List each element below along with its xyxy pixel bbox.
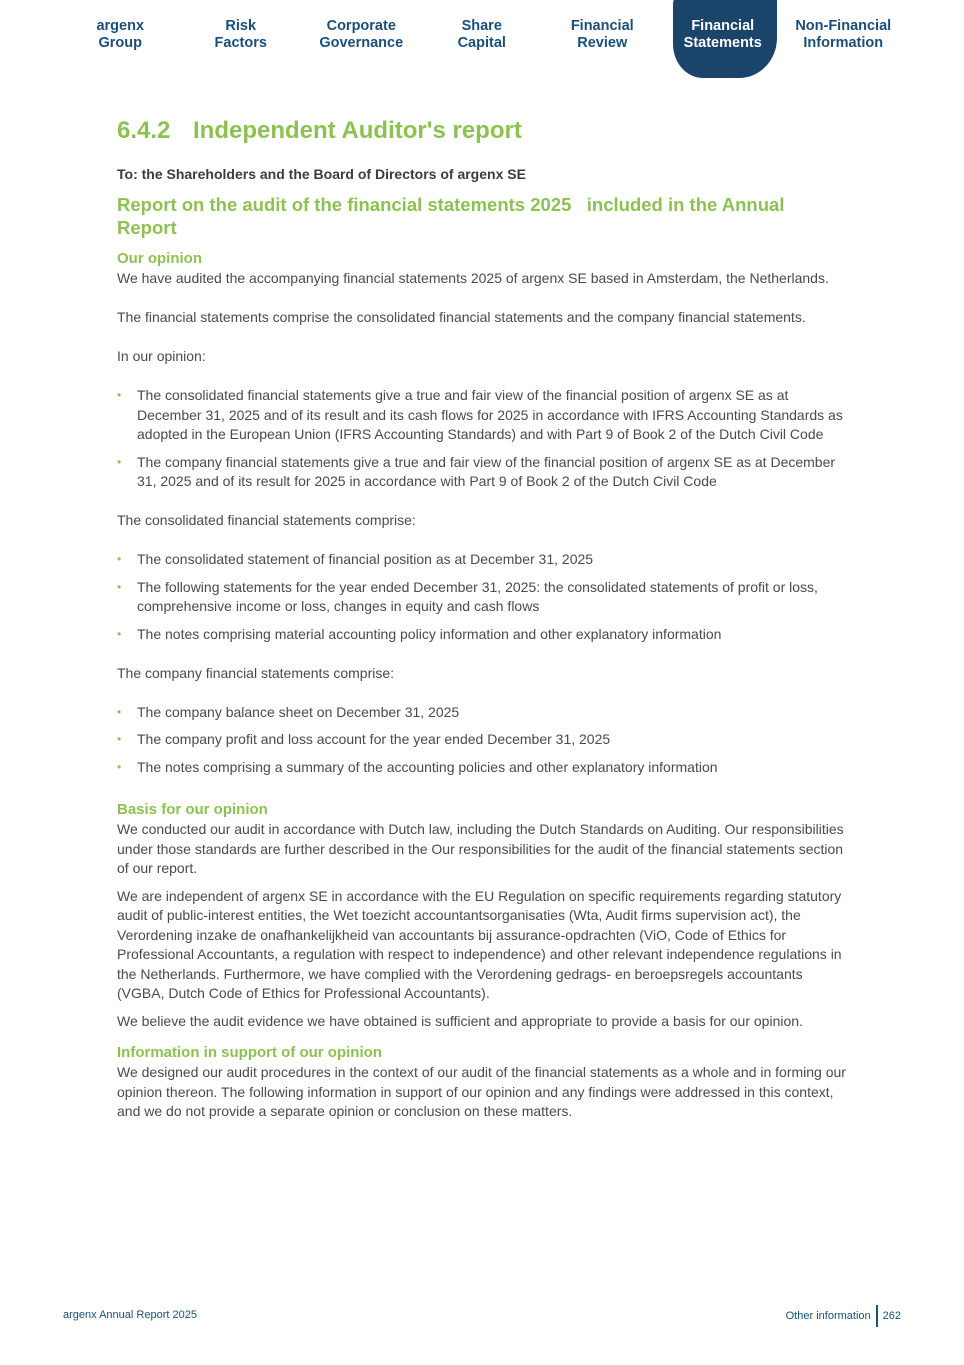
bullet-icon: • xyxy=(117,626,122,641)
section-title-text: Independent Auditor's report xyxy=(193,117,522,144)
nav-tab-label: Share xyxy=(461,18,502,34)
nav-tab-label: Information xyxy=(803,35,884,51)
company-components-list xyxy=(117,703,852,778)
bullet-icon: • xyxy=(117,759,122,774)
nav-tab-financial-statements[interactable] xyxy=(663,0,784,78)
section-title xyxy=(117,117,522,145)
paragraph: We designed our audit procedures in the context of our audit of the financial statements as a whole and in forming our opinion thereon. The following information in support of our opinion and any findings were addressed in this context, and we do not provide a separate opinion or conclusion on these matters. xyxy=(117,1064,846,1119)
bullet-icon: • xyxy=(117,552,122,566)
nav-tab-share-capital[interactable] xyxy=(422,0,543,78)
footer-page-info xyxy=(786,1305,901,1327)
list-item xyxy=(117,453,852,492)
bullet-icon: • xyxy=(117,732,122,746)
list-item-text: The consolidated statement of financial position as at December 31, 2025 xyxy=(137,551,594,567)
nav-tab-risk-factors[interactable] xyxy=(181,0,302,78)
bullet-icon: • xyxy=(117,704,122,719)
bullet-icon: • xyxy=(117,454,122,469)
nav-tab-label: Risk xyxy=(225,18,257,34)
nav-tab-label: Non-Financial xyxy=(795,18,892,34)
list-item-text: The notes comprising a summary of the accounting policies and other explanatory information xyxy=(137,758,718,775)
bullet-icon: • xyxy=(117,388,122,402)
nav-tab-corporate-governance[interactable] xyxy=(301,0,422,78)
paragraph: The consolidated financial statements comprise: xyxy=(117,512,416,528)
list-item-text: The notes comprising material accounting policy information and other explanatory information xyxy=(137,625,722,642)
nav-tab-label: Factors xyxy=(214,35,267,51)
consolidated-components-list xyxy=(117,550,852,644)
list-item xyxy=(117,625,852,645)
list-item xyxy=(117,578,852,617)
nav-tab-non-financial-information[interactable] xyxy=(783,0,904,78)
nav-tab-argenx-group[interactable] xyxy=(60,0,181,78)
paragraph: In our opinion: xyxy=(117,348,206,364)
report-body xyxy=(117,249,852,1122)
paragraph: We are independent of argenx SE in accordance with the EU Regulation on specific requirements regarding statutory audit of public-interest entities, the Wet toezicht accountantsorganisaties (Wta, Audit firms supervision act), the Verordening inzake de onafhankelijkheid van accountants bij assurance-opdrachten (ViO, Code of Ethics for Professional Accountants, a regulation with respect to independence) and other relevant independence regulations in the Netherlands. Furthermore, we have complied with the Verordening gedrags- en beroepsregels accountants (VGBA, Dutch Code of Ethics for Professional Accountants). xyxy=(117,887,842,1001)
list-item xyxy=(117,730,852,750)
nav-tab-label: Corporate xyxy=(326,18,396,34)
list-item-text: The company financial statements give a true and fair view of the financial position of argenx SE as at December 31, 2025 and of its result for 2025 in accordance with Part 9 of Book 2 of the Dutch Civil Code xyxy=(137,453,836,489)
nav-tab-label: Statements xyxy=(683,35,762,51)
footer-report-name: argenx Annual Report 2025 xyxy=(63,1309,197,1321)
nav-tab-label: Group xyxy=(98,35,142,51)
nav-tab-label: Financial xyxy=(570,18,634,34)
list-item xyxy=(117,550,852,570)
paragraph: We conducted our audit in accordance with Dutch law, including the Dutch Standards on Auditing. Our responsibilities under those standards are further described in the Our responsibilities for the audit of the financial statements section of our report. xyxy=(117,821,844,876)
list-item-text: The consolidated financial statements give a true and fair view of the financial position of argenx SE as at December 31, 2025 and of its result and its cash flows for 2025 in accordance with IFRS Accounting Standards as adopted in the European Union (IFRS Accounting Standards) and with Part 9 of Book 2 of the Dutch Civil Code xyxy=(137,387,843,442)
list-item-text: The following statements for the year ended December 31, 2025: the consolidated statements of profit or loss, comprehensive income or loss, changes in equity and cash flows xyxy=(137,578,818,614)
paragraph: The financial statements comprise the consolidated financial statements and the company financial statements. xyxy=(117,309,806,325)
nav-tab-label: Financial xyxy=(691,18,755,34)
bullet-icon: • xyxy=(117,579,122,594)
paragraph: The company financial statements comprise: xyxy=(117,664,395,681)
list-item-text: The company profit and loss account for the year ended December 31, 2025 xyxy=(137,731,611,747)
nav-tab-label: Capital xyxy=(457,35,506,51)
list-item xyxy=(117,386,852,445)
addressee: To: the Shareholders and the Board of Directors of argenx SE xyxy=(117,166,526,182)
nav-tab-label: Review xyxy=(577,35,628,51)
nav-tab-financial-review[interactable] xyxy=(542,0,663,78)
list-item xyxy=(117,758,852,778)
paragraph: We have audited the accompanying financial statements 2025 of argenx SE based in Amsterdam, the Netherlands. xyxy=(117,270,829,286)
nav-tab-label: Governance xyxy=(319,35,404,51)
opinion-heading: Our opinion xyxy=(117,250,202,267)
opinion-list xyxy=(117,386,852,492)
list-item-text: The company balance sheet on December 31, 2025 xyxy=(137,703,460,720)
list-item xyxy=(117,703,852,723)
footer-section-link[interactable]: Other information xyxy=(785,1310,871,1322)
support-heading: Information in support of our opinion xyxy=(117,1044,382,1061)
report-title: Report on the audit of the financial statements 2025 included in the Annual Report xyxy=(117,194,785,238)
section-number: 6.4.2 xyxy=(117,117,171,144)
basis-heading: Basis for our opinion xyxy=(117,801,268,818)
footer-divider xyxy=(876,1305,878,1327)
paragraph: We believe the audit evidence we have obtained is sufficient and appropriate to provide a basis for our opinion. xyxy=(117,1012,803,1029)
page-number: 262 xyxy=(882,1310,901,1322)
nav-tab-label: argenx xyxy=(96,18,145,34)
top-navigation xyxy=(60,0,904,78)
